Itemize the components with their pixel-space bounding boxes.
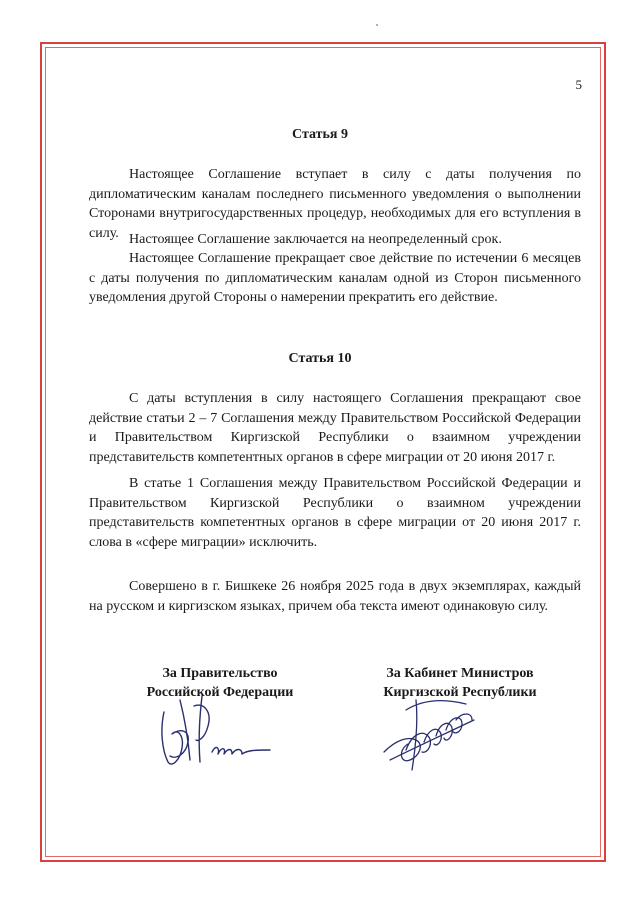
article-10-paragraph-2: В статье 1 Соглашения между Правительством Российской Федерации и Правительством Киргизской Республики о взаимном учреждении представительств компетентных органов в сфере миграции от 20 июня 2017 г. слова в «сфере миграции» исключить. [89, 476, 581, 550]
article-10-paragraph-1: С даты вступления в силу настоящего Соглашения прекращают свое действие статьи 2 – 7 Соглашения между Правительством Российской Федерации и Правительством Киргизской Республики о взаимном учреждении представительств компетентных органов в сфере миграции от 20 июня 2017 г. [89, 391, 581, 465]
signatory-right-line1: За Кабинет Министров [386, 666, 534, 681]
article-9-heading: Статья 9 [292, 127, 348, 142]
article-10-heading: Статья 10 [288, 351, 352, 366]
article-9-paragraph-2: Настоящее Соглашение заключается на неопределенный срок. [129, 232, 502, 247]
signatory-right-line2: Киргизской Республики [383, 685, 537, 700]
article-9-paragraph-3: Настоящее Соглашение прекращает свое действие по истечении 6 месяцев с даты получения по дипломатическим каналам одной из Сторон письменного уведомления другой Стороны о намерении прекратить его действие. [89, 251, 581, 305]
signatory-left-line1: За Правительство [162, 666, 278, 681]
scan-speck [376, 24, 378, 26]
signature-right [376, 690, 486, 776]
page-number: 5 [575, 77, 582, 92]
signatory-left-line2: Российской Федерации [146, 685, 294, 700]
signature-left [150, 690, 280, 770]
article-9-paragraph-1: Настоящее Соглашение вступает в силу с даты получения по дипломатическим каналам последнего письменного уведомления о выполнении Сторонами внутригосударственных процедур, необходимых для его вступления в силу. [89, 167, 581, 241]
closing-paragraph: Совершено в г. Бишкеке 26 ноября 2025 года в двух экземплярах, каждый на русском и киргизском языках, причем оба текста имеют одинаковую силу. [89, 579, 581, 614]
